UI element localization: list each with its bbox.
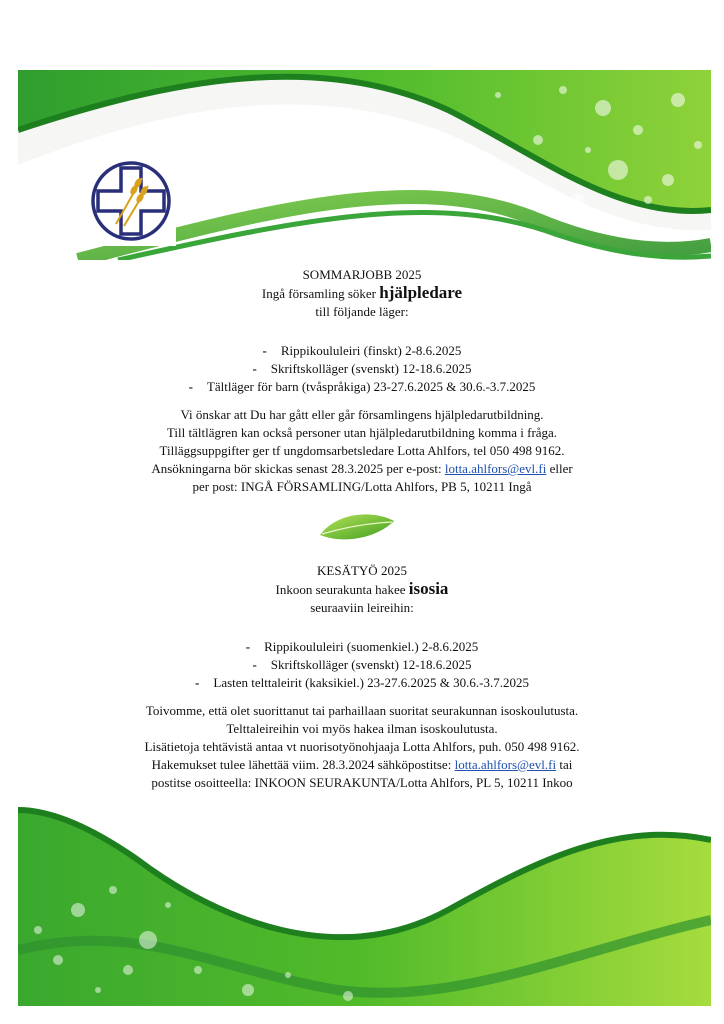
list-item: - Skriftskolläger (svenskt) 12-18.6.2025 — [252, 361, 472, 376]
email-link[interactable]: lotta.ahlfors@evl.fi — [444, 461, 547, 476]
finnish-info — [40, 702, 684, 792]
info-line: Toivomme, että olet suorittanut tai parhaillaan suoritat seurakunnan isoskoulutusta. — [145, 703, 579, 718]
info-line: Lisätietoja tehtävistä antaa vt nuorisotyönohjaaja Lotta Ahlfors, puh. 050 498 9162. — [144, 739, 580, 754]
post-address: postitse osoitteella: INKOON SEURAKUNTA/Lotta Ahlfors, PL 5, 10211 Inkoo — [151, 775, 573, 790]
list-item: - Skriftskolläger (svenskt) 12-18.6.2025 — [252, 657, 472, 672]
finnish-lead-prefix: Inkoon seurakunta hakee — [275, 582, 409, 597]
finnish-camp-list — [40, 638, 684, 692]
list-item: - Rippikoululeiri (finskt) 2-8.6.2025 — [262, 343, 462, 358]
swedish-info — [40, 406, 684, 496]
info-line: Vi önskar att Du har gått eller går församlingens hjälpledarutbildning. — [180, 407, 544, 422]
swedish-lead — [40, 284, 684, 303]
list-item: - Tältläger för barn (tvåspråkiga) 23-27.6.2025 & 30.6.-3.7.2025 — [188, 379, 536, 394]
list-item: - Rippikoululeiri (suomenkiel.) 2-8.6.2025 — [245, 639, 479, 654]
swedish-lead-emphasis: hjälpledare — [379, 283, 463, 302]
email-link[interactable]: lotta.ahlfors@evl.fi — [454, 757, 557, 772]
info-line: Till tältlägren kan också personer utan hjälpledarutbildning komma i fråga. — [166, 425, 558, 440]
info-line: Telttaleireihin voi myös hakea ilman isoskoulutusta. — [226, 721, 498, 736]
swedish-section — [40, 266, 684, 496]
parish-logo — [86, 156, 176, 246]
finnish-heading: KESÄTYÖ 2025 — [317, 563, 407, 578]
swedish-camp-list — [40, 342, 684, 396]
green-wave-banner-icon — [18, 800, 711, 1006]
apply-line: Hakemukset tulee lähettää viim. 28.3.2024 sähköpostitse: lotta.ahlfors@evl.fi tai — [151, 757, 573, 772]
swedish-heading: SOMMARJOBB 2025 — [302, 267, 422, 282]
leaf-divider — [316, 511, 398, 543]
bottom-green-banner — [18, 800, 711, 1006]
post-address: per post: INGÅ FÖRSAMLING/Lotta Ahlfors, PB 5, 10211 Ingå — [192, 479, 532, 494]
finnish-lead — [40, 580, 684, 599]
apply-line: Ansökningarna bör skickas senast 28.3.2025 per e-post: lotta.ahlfors@evl.fi eller — [151, 461, 573, 476]
swedish-lead-prefix: Ingå församling söker — [261, 286, 380, 301]
swedish-lead-suffix: till följande läger: — [315, 304, 409, 319]
info-line: Tilläggsuppgifter ger tf ungdomsarbetsledare Lotta Ahlfors, tel 050 498 9162. — [159, 443, 565, 458]
finnish-lead-emphasis: isosia — [408, 579, 449, 598]
green-leaf-icon — [316, 511, 398, 543]
finnish-section — [40, 562, 684, 792]
parish-cross-wheat-logo-icon — [86, 156, 176, 246]
finnish-lead-suffix: seuraaviin leireihin: — [310, 600, 414, 615]
list-item: - Lasten telttaleirit (kaksikiel.) 23-27.6.2025 & 30.6.-3.7.2025 — [195, 675, 529, 690]
